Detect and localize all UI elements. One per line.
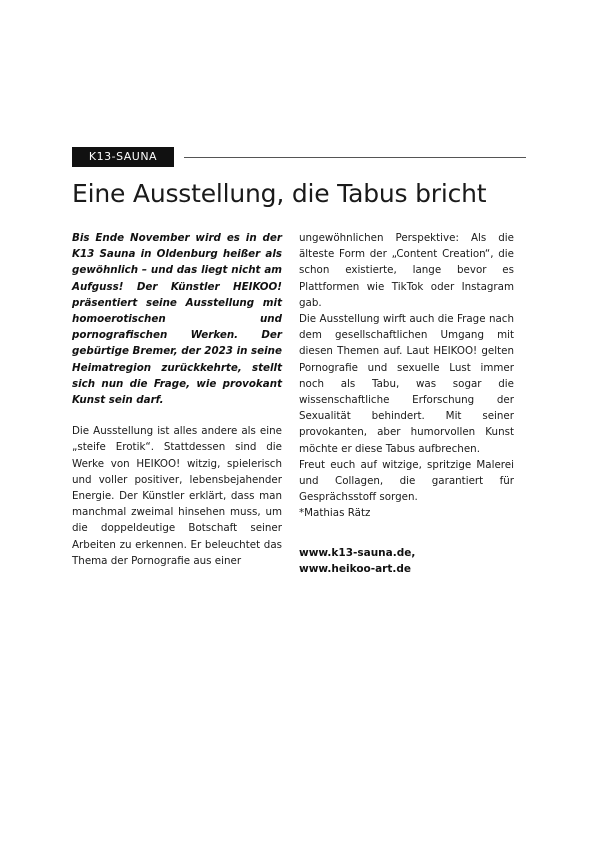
body-paragraph: Die Ausstellung wirft auch die Frage nach dem gesellschaftlichen Umgang mit diesen Themen auf. Laut HEIKOO! gelten Pornografie und sexuelle Lust immer noch als Tabu, was sogar die wissenschaftliche Erforschung der Sexualität behindert. Mit seiner provokanten, aber humorvollen Kunst möchte er diese Tabus aufbrechen.: [299, 313, 514, 455]
body-paragraph: ungewöhnlichen Perspektive: Als die älteste Form der „Content Creation“, die schon existierte, lange bevor es Plattformen wie TikTok oder Instagram gab.: [299, 232, 514, 309]
headline: Eine Ausstellung, die Tabus bricht: [72, 179, 487, 208]
header-rule: [184, 157, 526, 158]
author-credit: *Mathias Rätz: [299, 507, 371, 520]
website-links: [299, 545, 514, 577]
body-paragraph: Die Ausstellung ist alles andere als eine „steife Erotik“. Stattdessen sind die Werke von HEIKOO! witzig, spielerisch und voller positiver, lebensbejahender Energie. Der Künstler erklärt, dass man manchmal zweimal hinsehen muss, um die doppeldeutige Botschaft seiner Arbeiten zu erkennen. Er beleuchtet das Thema der Pornografie aus einer: [72, 425, 282, 567]
website-link-heikoo[interactable]: www.heikoo-art.de: [299, 562, 412, 575]
website-link-k13[interactable]: www.k13-sauna.de,: [299, 546, 416, 559]
column-right: [299, 230, 514, 577]
body-paragraph: Freut euch auf witzige, spritzige Malerei und Collagen, die garantiert für Gesprächsstoff sorgen.: [299, 458, 514, 504]
column-left: [72, 230, 282, 569]
lead-paragraph: Bis Ende November wird es in der K13 Sauna in Oldenburg heißer als gewöhnlich – und das liegt nicht am Aufguss! Der Künstler HEIKOO! präsentiert seine Ausstellung mit homoerotischen und pornografischen Werken. Der gebürtige Bremer, der 2023 in seine Heimatregion zurückkehrte, stellt sich nun die Frage, wie provokant Kunst sein darf.: [72, 232, 282, 407]
section-tag: K13-SAUNA: [72, 147, 174, 167]
